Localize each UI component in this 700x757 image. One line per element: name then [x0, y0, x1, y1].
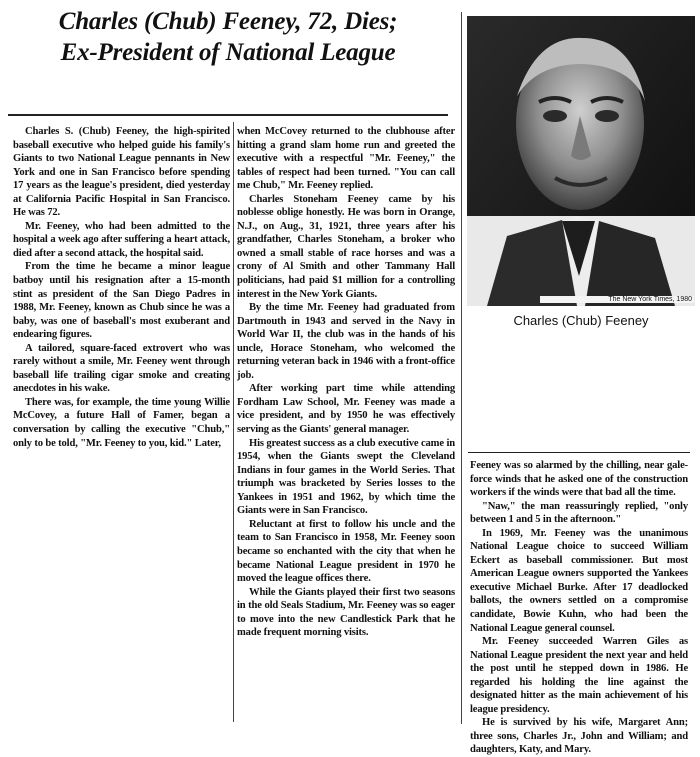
paragraph: when McCovey returned to the clubhouse after hitting a grand slam home run and greeted the executive with a respectful "Mr. Feeney," the tables of respect had been turned. "You can call me Chub," Mr. Feeney replied. — [237, 126, 455, 192]
paragraph: Mr. Feeney succeeded Warren Giles as National League president the next year and held the post until he stepped down in 1986. He regarded his holding the line against the designated hitter as the main achievement of his league presidency. — [470, 636, 688, 715]
caption-rule — [468, 452, 690, 453]
paragraph: After working part time while attending Fordham Law School, Mr. Feeney was made a vice president, and by 1950 he was effectively serving as the Giants' general manager. — [237, 383, 455, 436]
portrait-photo — [467, 16, 695, 306]
paragraph: Reluctant at first to follow his uncle and the team to San Francisco in 1958, Mr. Feeney soon became so enchanted with the city that when he became National League president in 1970 he moved the league offices there. — [237, 518, 455, 585]
paragraph: A tailored, square-faced extrovert who was rarely without a smile, Mr. Feeney went through baseball life trailing cigar smoke and creating anecdotes in his wake. — [13, 342, 230, 395]
paragraph: There was, for example, the time young Willie McCovey, a future Hall of Famer, began a conversation by calling the executive "Chub," only to be told, "Mr. Feeney to you, kid." Later, — [13, 396, 230, 449]
headline-rule — [8, 114, 448, 116]
article-column-3 — [470, 459, 688, 757]
paragraph: Mr. Feeney, who had been admitted to the hospital a week ago after suffering a heart attack, died after a second attack, the hospital said. — [13, 220, 230, 259]
paragraph: By the time Mr. Feeney had graduated from Dartmouth in 1943 and served in the Navy in World War II, the club was in the hands of his uncle, Horace Stoneham, who welcomed the returning veteran back in 1946 with a front-office job. — [237, 302, 455, 381]
article-column-2 — [237, 125, 455, 640]
paragraph: While the Giants played their first two seasons in the old Seals Stadium, Mr. Feeney was so eager to move into the new Candlestick Park that he made frequent morning visits. — [237, 586, 455, 639]
photo-credit: The New York Times, 1980 — [540, 296, 694, 303]
headline — [8, 6, 448, 68]
paragraph: In 1969, Mr. Feeney was the unanimous National League choice to succeed William Eckert as baseball commissioner. But most American League owners supported the Yankees executive Michael Burke. After 17 deadlocked ballots, the owners settled on a compromise candidate, Bowie Kuhn, who had been the National League general counsel. — [470, 527, 688, 634]
paragraph: He is survived by his wife, Margaret Ann; three sons, Charles Jr., John and William; and daughters, Katy, and Mary. — [470, 717, 688, 756]
paragraph: From the time he became a minor league batboy until his resignation after a 15-month stint as president of the San Diego Padres in 1988, Mr. Feeney, known as Chub since he was a baby, was one of baseball's most exuberant and endearing figures. — [13, 261, 230, 341]
paragraph: "Naw," the man reassuringly replied, "only between 1 and 5 in the afternoon." — [470, 500, 688, 526]
column-divider-1 — [233, 122, 234, 722]
paragraph: Charles Stoneham Feeney came by his noblesse oblige honestly. He was born in Orange, N.J., on Aug., 31, 1921, three years after his grandfather, Charles Stoneham, a broker who owned a small stable of race horses and was a crony of Al Smith and other Tammany Hall politicians, had paid $1 million for a controlling interest in the New York Giants. — [237, 193, 455, 300]
paragraph: Charles S. (Chub) Feeney, the high-spirited baseball executive who helped guide his family's Giants to two National League pennants in New York and one in San Francisco before spending 17 years as the league's president, died yesterday at California Pacific Hospital in San Francisco. He was 72. — [13, 126, 230, 219]
headline-line-1: Charles (Chub) Feeney, 72, Dies; — [58, 8, 398, 35]
paragraph: Feeney was so alarmed by the chilling, near gale-force winds that he asked one of the construction workers if the winds were that bad all the time. — [470, 460, 688, 499]
portrait-illustration — [467, 16, 695, 306]
photo-caption: Charles (Chub) Feeney — [513, 313, 649, 328]
column-divider-2 — [461, 12, 462, 724]
paragraph: His greatest success as a club executive came in 1954, when the Giants swept the Cleveland Indians in four games in the World Series. That triumph was bracketed by Series losses to the Yankees in 1951 and 1962, by which time the Giants were in San Francisco. — [237, 437, 455, 517]
article-column-1 — [13, 125, 230, 450]
headline-line-2: Ex-President of National League — [60, 39, 396, 66]
